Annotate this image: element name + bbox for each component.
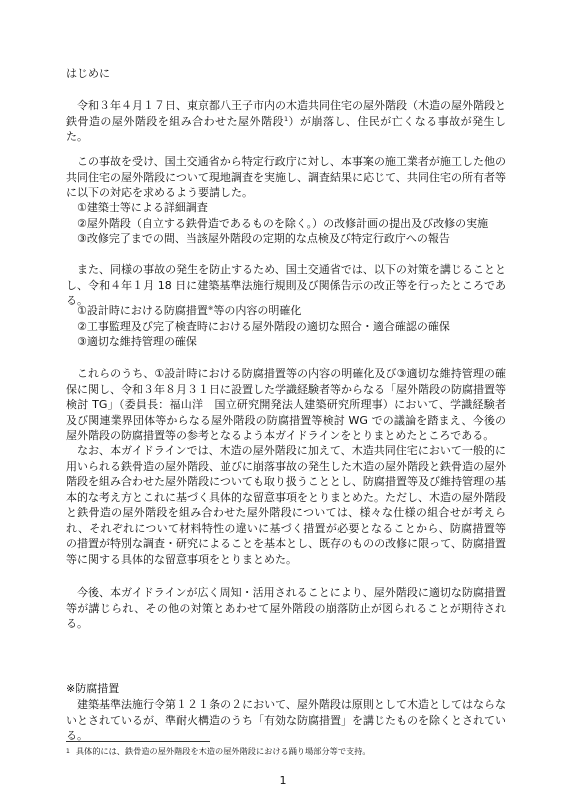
note-title: ※防腐措置 bbox=[66, 682, 120, 695]
note-reference-mark: ※ bbox=[207, 304, 214, 312]
measures-item-3: ③適切な維持管理の確保 bbox=[77, 335, 197, 348]
footnote-text: 具体的には、鉄骨造の屋外階段を木造の屋外階段における踊り場部分等で支持。 bbox=[75, 746, 371, 756]
request-item-2: ②屋外階段（自立する鉄骨造であるものを除く。）の改修計画の提出及び改修の実施 bbox=[77, 216, 489, 230]
request-list bbox=[77, 200, 507, 247]
note-body: 建築基準法施行令第１２１条の２において、屋外階段は原則として木造としてはならないとされているが、準耐火構造のうち「有効な防腐措置」を講じたものを除くとされている。 bbox=[66, 698, 506, 742]
paragraph-scope: なお、本ガイドラインでは、木造の屋外階段に加えて、木造共同住宅において一般的に用いられる鉄骨造の屋外階段、並びに崩落事故の発生した木造の屋外階段と鉄骨造の屋外階段を組み合わせた屋外階段についても取り扱うこととし、防腐措置等及び維持管理の基本的な考え方とこれに基づく具体的な留意事項をとりまとめた。ただし、木造の屋外階段と鉄骨造の屋外階段を組み合わせた屋外階段については、様々な仕様の組合せが考えられ、それぞれについて材料特性の違いに基づく措置が必要となることから、防腐措置等の措置が特別な調査・研究によることを基本とし、既存のものの改修に限って、防腐措置等に関する具体的な留意事項をとりまとめた。 bbox=[66, 444, 506, 566]
footnote-reference: 1 bbox=[283, 114, 289, 123]
page-number: 1 bbox=[279, 774, 287, 787]
paragraph-expectation: 今後、本ガイドラインが広く周知・活用されることにより、屋外階段に適切な防腐措置等が講じられ、その他の対策とあわせて屋外階段の崩落防止が図られることが期待される。 bbox=[66, 586, 506, 630]
request-text: この事故を受け、国土交通省から特定行政庁に対し、本事案の施工業者が施工した他の共同住宅の屋外階段について現地調査を実施し、調査結果に応じて、共同住宅の所有者等に以下の対応を求めるよう要請した。 bbox=[66, 155, 506, 199]
footnote-mark: 1 bbox=[66, 748, 70, 755]
measures-paragraph bbox=[66, 262, 506, 309]
paragraph-tg-guideline: これらのうち、①設計時における防腐措置等の内容の明確化及び③適切な維持管理の確保に関し、令和３年８月３１日に設置した学識経験者等からなる「屋外階段の防腐措置等検討 TG」（委員長：福山洋 国立研究開発法人建築研究所理事）において、学識経験者及び関連業界団体等からなる屋外階段の防腐措置等検討 WG での議論を踏まえ、今後の屋外階段の防腐措置等の参考となるよう本ガイドラインをとりまとめたところである。 bbox=[66, 367, 506, 442]
footnote bbox=[66, 746, 506, 757]
footnote-divider bbox=[66, 741, 210, 742]
measures-list bbox=[77, 303, 507, 350]
intro-text-after: ）が崩落し、住民が亡くなる事故が発生した。 bbox=[66, 114, 507, 143]
intro-paragraph bbox=[66, 98, 506, 145]
measures-item-1: ①設計時における防腐措置※等の内容の明確化 bbox=[77, 304, 302, 317]
measures-text: また、同様の事故の発生を防止するため、国土交通省では、以下の対策を講じることとし、令和４年１月 18 日に建築基準法施行規則及び関係告示の改正等を行ったところである。 bbox=[66, 263, 506, 307]
request-item-1: ①建築士等による詳細調査 bbox=[77, 201, 208, 214]
measures-item-2: ②工事監理及び完了検査時における屋外階段の適切な照合・適合確認の確保 bbox=[77, 319, 450, 333]
request-item-3: ③改修完了までの間、当該屋外階段の定期的な点検及び特定行政庁への報告 bbox=[77, 232, 450, 245]
request-paragraph bbox=[66, 154, 506, 201]
intro-text-before: 令和３年４月１７日、東京都八王子市内の木造共同住宅の屋外階段（木造の屋外階段と鉄骨造の屋外階段を組み合わせた屋外階段 bbox=[66, 99, 506, 128]
section-heading: はじめに bbox=[66, 67, 110, 80]
